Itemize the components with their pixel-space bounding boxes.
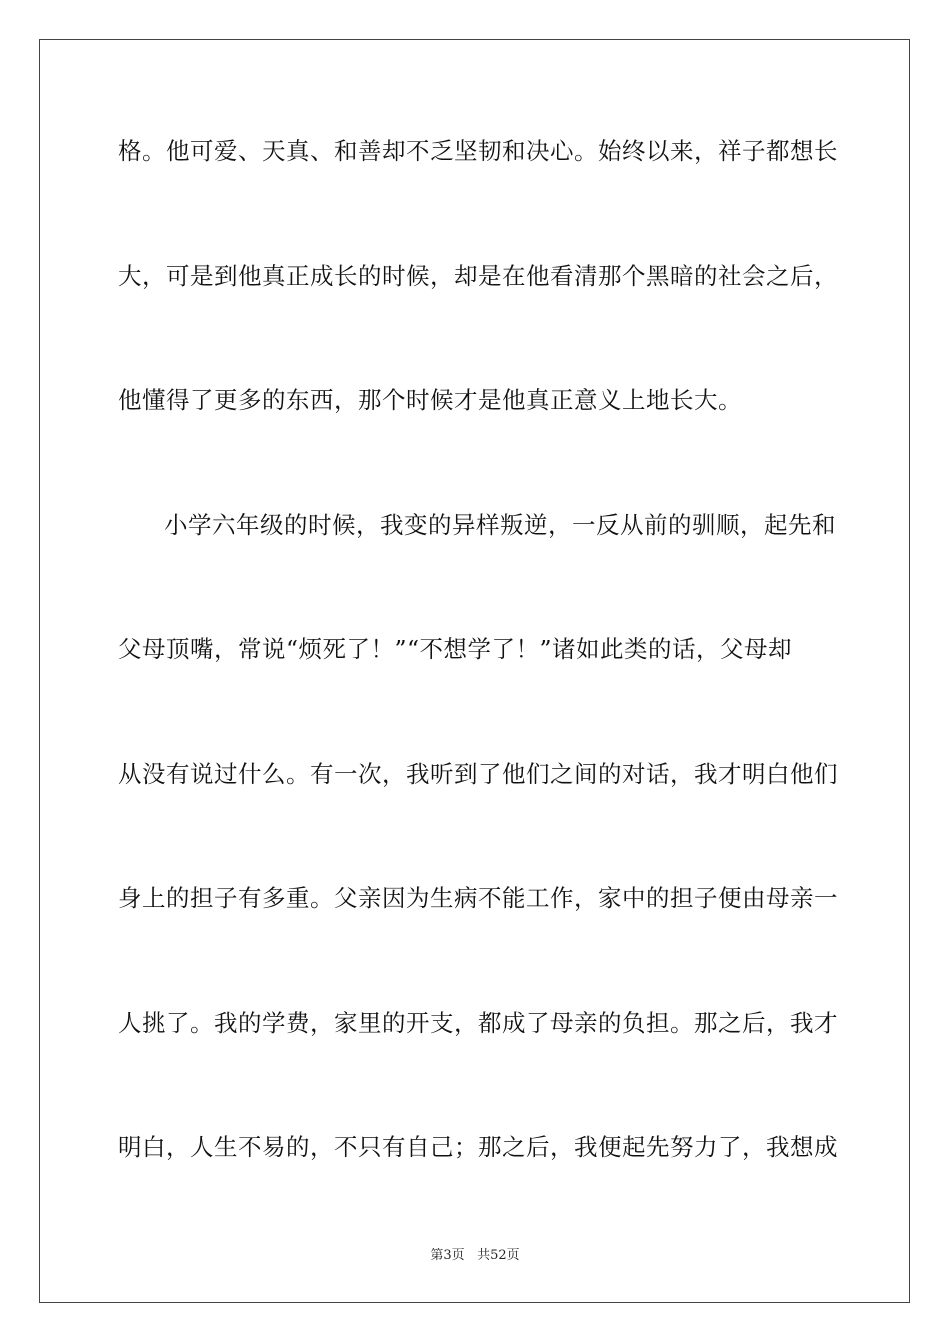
paragraph-line-9: 明白，人生不易的，不只有自己；那之后，我便起先努力了，我想成	[118, 1133, 838, 1161]
paragraph-line-8: 人挑了。我的学费，家里的开支，都成了母亲的负担。那之后，我才	[118, 1009, 838, 1037]
paragraph-line-1: 格。他可爱、天真、和善却不乏坚韧和决心。始终以来，祥子都想长	[118, 137, 838, 165]
page-border	[39, 39, 910, 1303]
paragraph-line-4: 小学六年级的时候，我变的异样叛逆，一反从前的驯顺，起先和	[164, 511, 836, 539]
paragraph-line-5: 父母顶嘴，常说“烦死了！”“不想学了！”诸如此类的话，父母却	[118, 635, 793, 663]
paragraph-line-7: 身上的担子有多重。父亲因为生病不能工作，家中的担子便由母亲一	[118, 884, 838, 912]
paragraph-line-3: 他懂得了更多的东西，那个时候才是他真正意义上地长大。	[118, 386, 742, 414]
page-number: 第3页	[430, 1248, 465, 1263]
page-total: 共52页	[477, 1248, 520, 1263]
page-footer	[0, 1247, 950, 1265]
paragraph-line-2: 大，可是到他真正成长的时候，却是在他看清那个黑暗的社会之后，	[118, 262, 838, 290]
paragraph-line-6: 从没有说过什么。有一次，我听到了他们之间的对话，我才明白他们	[118, 760, 838, 788]
